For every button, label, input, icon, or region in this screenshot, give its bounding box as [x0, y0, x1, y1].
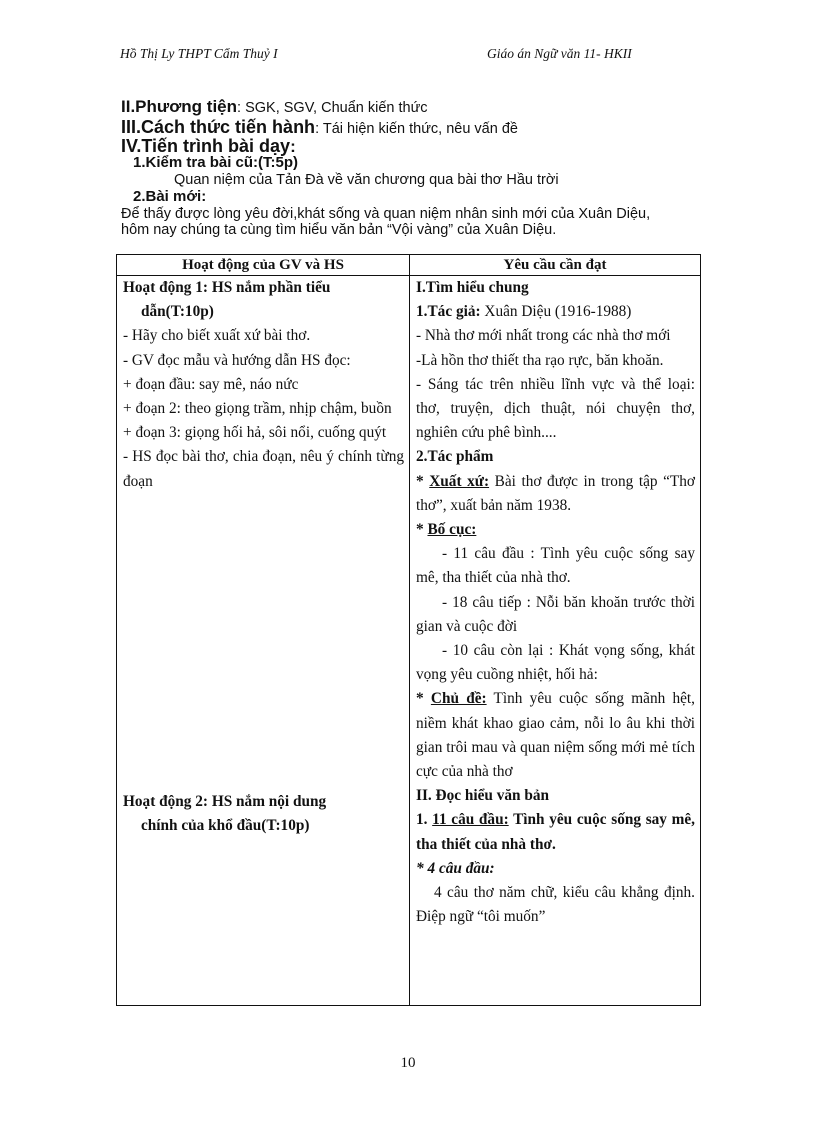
table-row [117, 276, 701, 1006]
activity-1-title: Hoạt động 1: HS nắm phần tiểu [123, 279, 331, 296]
activity-line: + đoạn 2: theo giọng trầm, nhịp chậm, buồn [123, 400, 392, 418]
header-course: Giáo án Ngữ văn 11- HKII [487, 46, 632, 61]
activity-2-title: Hoạt động 2: HS nắm nội dung [123, 792, 327, 810]
theme-line [416, 687, 695, 784]
origin-label: Xuất xứ: [429, 472, 490, 490]
author-detail: -Là hồn thơ thiết tha rạo rực, băn khoăn. [416, 351, 664, 369]
activity-line: + đoạn đầu: say mê, náo nức [123, 375, 299, 393]
structure-item: - 11 câu đầu : Tình yêu cuộc sống say mê, tha thiết của nhà thơ. [416, 545, 695, 587]
author-detail: - Sáng tác trên nhiều lĩnh vực và thể loại: thơ, truyện, dịch thuật, nói chuyện thơ, nghiên cứu phê bình.... [416, 375, 695, 442]
theme-text: Tình yêu cuộc sống mãnh hệt, niềm khát khao giao cảm, nỗi lo âu khi thời gian trôi mau và quan niệm sống mới mẻ tích cực của nhà thơ [416, 690, 695, 781]
section-cach-thuc [121, 117, 518, 138]
page-number: 10 [400, 1055, 416, 1071]
origin-text: Bài thơ được in trong tập “Thơ thơ”, xuất bản năm 1938. [416, 472, 695, 514]
four-lines-text: 4 câu thơ năm chữ, kiểu câu khẳng định. Điệp ngữ “tôi muốn” [416, 884, 695, 926]
work-title: 2.Tác phẩm [416, 448, 494, 466]
bullet-star: * [416, 521, 428, 539]
part-1-text: Tình yêu cuộc sống say mê, tha thiết của nhà thơ. [416, 811, 695, 853]
author-line [416, 300, 695, 324]
four-lines-label: * 4 câu đầu: [416, 859, 495, 877]
section-phuong-tien [121, 97, 428, 117]
activity-1-title-cont: dẫn(T:10p) [141, 303, 214, 321]
section-title: II.Phương tiện [121, 97, 238, 116]
section-text: : SGK, SGV, Chuẩn kiến thức [237, 100, 428, 116]
part-1-number: 1. [416, 811, 433, 829]
kiem-tra-title: 1.Kiểm tra bài cũ:(T:5p) [133, 154, 299, 171]
bullet-star: * [416, 472, 430, 490]
author-text: Xuân Diệu (1916-1988) [480, 303, 632, 321]
origin-line [416, 470, 695, 518]
activity-line: - HS đọc bài thơ, chia đoạn, nêu ý chính từng đoạn [123, 448, 404, 490]
structure-item: - 10 câu còn lại : Khát vọng sống, khát vọng yêu cuồng nhiệt, hối hả: [416, 642, 695, 684]
bai-moi-title: 2.Bài mới: [133, 188, 207, 205]
activity-2-title-cont: chính của khổ đầu(T:10p) [141, 817, 310, 835]
spacer [123, 494, 404, 790]
activity-line: + đoạn 3: giọng hối hả, sôi nổi, cuống quýt [123, 424, 387, 442]
section-text: : Tái hiện kiến thức, nêu vấn đề [315, 121, 518, 137]
lesson-table [116, 254, 701, 1006]
section-colon: : [290, 137, 296, 156]
bai-moi-text: Để thấy được lòng yêu đời,khát sống và quan niệm nhân sinh mới của Xuân Diệu, hôm nay chúng ta cùng tìm hiểu văn bản “Vội vàng” của Xuân Diệu. [121, 206, 651, 238]
section-1-title: I.Tìm hiểu chung [416, 279, 529, 296]
header-author: Hồ Thị Ly THPT Cẩm Thuỷ I [120, 46, 278, 61]
part-1-label: 11 câu đầu: [432, 811, 509, 829]
structure-label: Bố cục: [427, 521, 477, 539]
structure-item: - 18 câu tiếp : Nỗi băn khoăn trước thời gian và cuộc đời [416, 593, 695, 635]
part-1-line [416, 808, 695, 856]
section-2-title: II. Đọc hiểu văn bản [416, 787, 550, 805]
requirement-cell [410, 276, 701, 1006]
section-title: III.Cách thức tiến hành [121, 117, 316, 137]
section-title: IV.Tiến trình bài dạy [121, 136, 291, 156]
author-label: 1.Tác giả: [416, 303, 481, 321]
activity-cell [117, 276, 410, 1006]
header-requirement: Yêu cầu cần đạt [410, 255, 701, 276]
structure-line [416, 518, 695, 542]
kiem-tra-text: Quan niệm của Tản Đà về văn chương qua bài thơ Hầu trời [174, 172, 559, 188]
table-header-row [117, 255, 701, 276]
theme-label: Chủ đề: [430, 690, 487, 708]
author-detail: - Nhà thơ mới nhất trong các nhà thơ mới [416, 327, 671, 345]
activity-line: - GV đọc mẫu và hướng dẫn HS đọc: [123, 351, 351, 369]
activity-line: - Hãy cho biết xuất xứ bài thơ. [123, 327, 311, 345]
bullet-star: * [416, 690, 431, 708]
header-activity: Hoạt động của GV và HS [117, 255, 410, 276]
